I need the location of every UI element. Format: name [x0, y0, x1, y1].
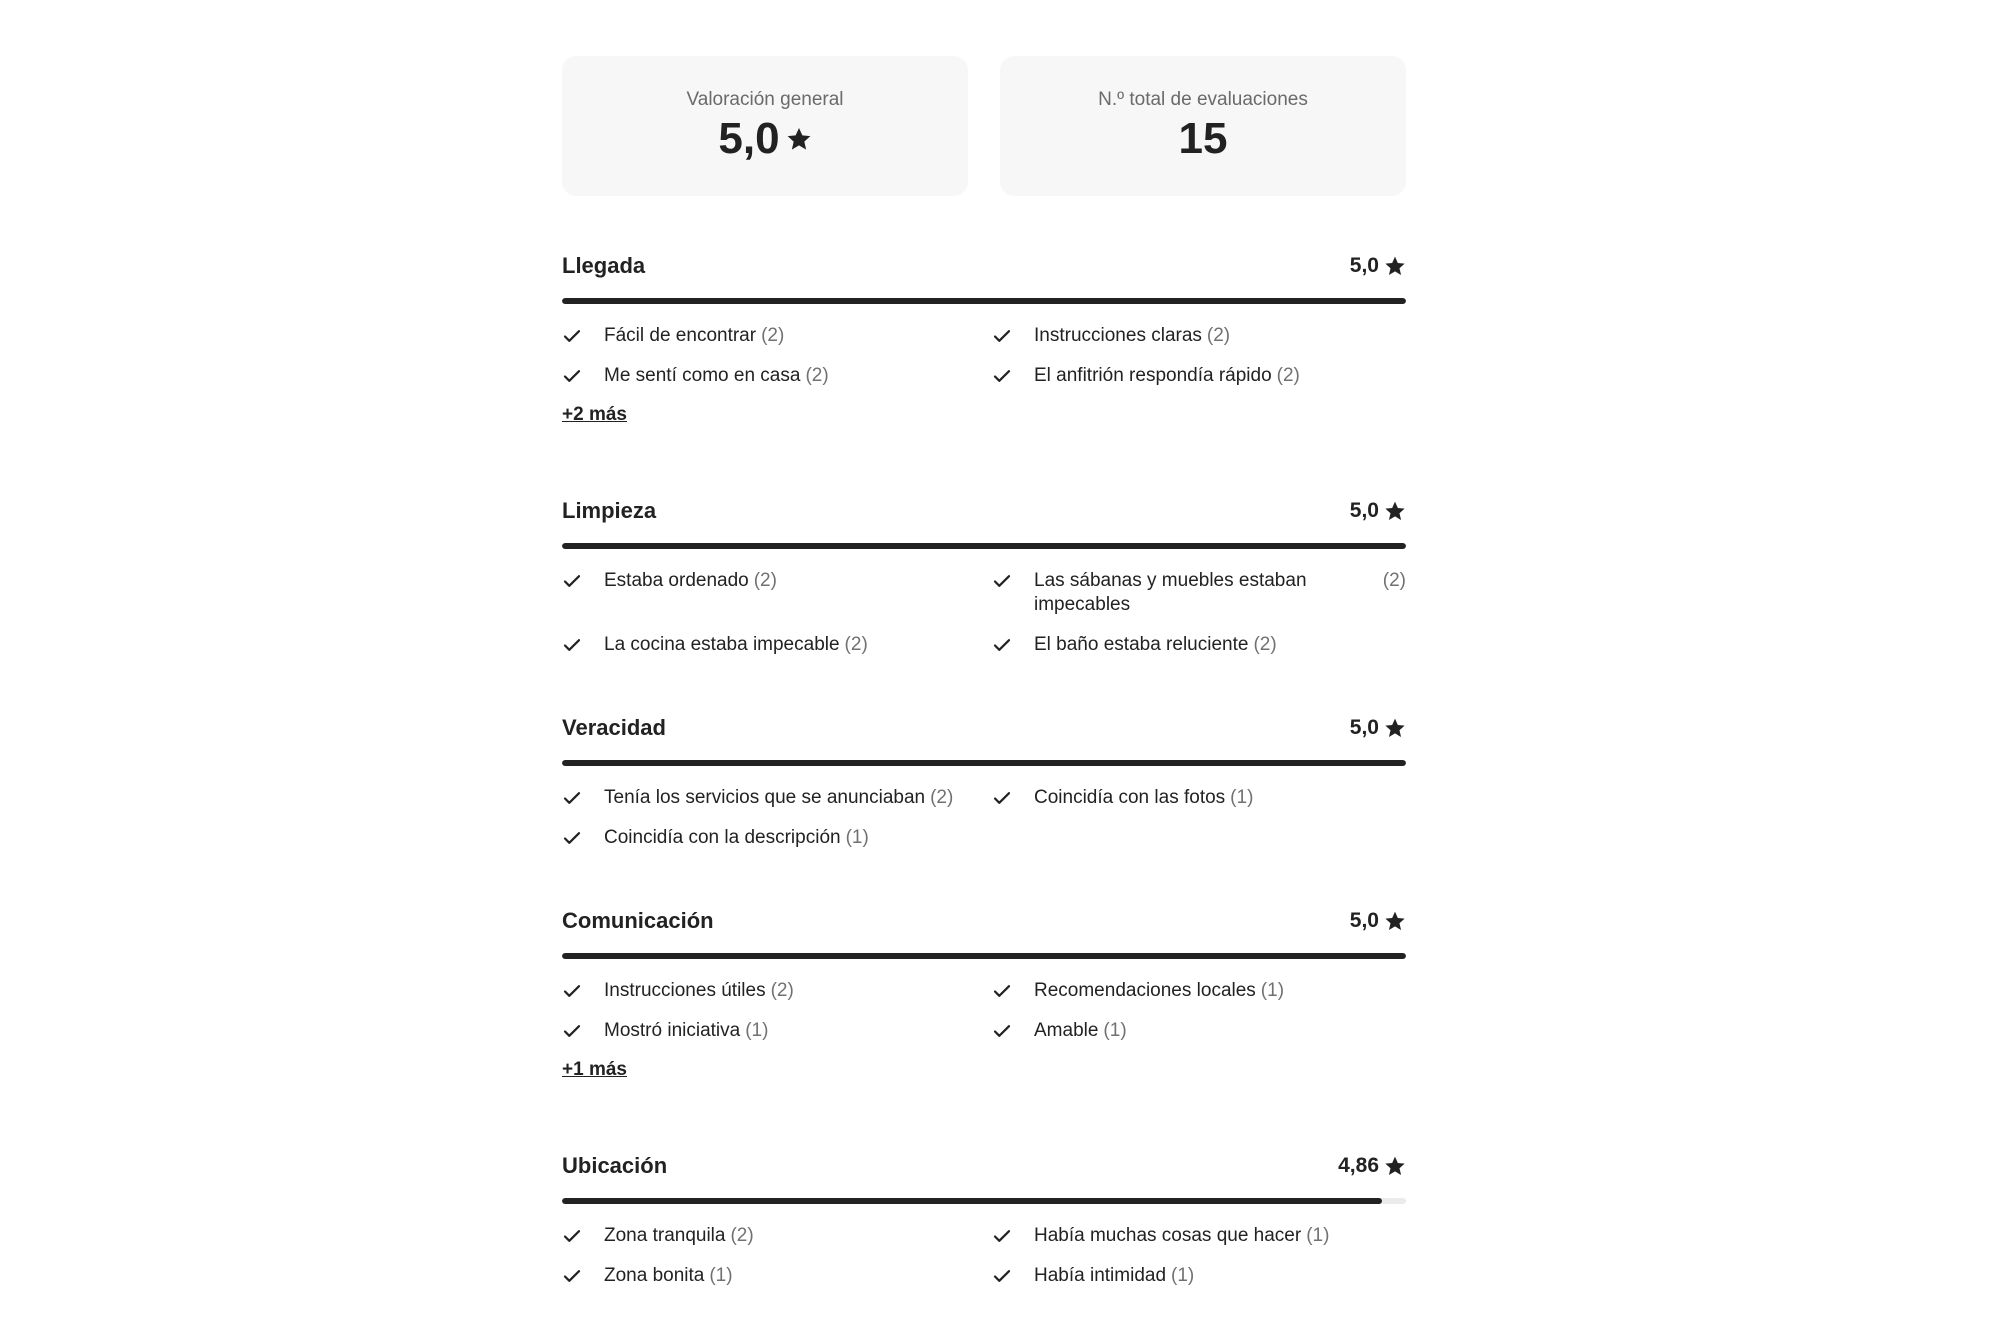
category-items	[562, 1224, 1406, 1288]
category-item-text: Zona bonita	[604, 1265, 705, 1286]
category-rating-bar	[562, 760, 1406, 766]
category-score-row	[1338, 1154, 1406, 1178]
category-item-text: Mostró iniciativa	[604, 1020, 741, 1041]
category-item	[992, 324, 1406, 348]
category-item	[992, 633, 1406, 657]
category-item-count: (1)	[1171, 1265, 1195, 1286]
category-item-count: (2)	[730, 1225, 754, 1246]
show-more-link[interactable]: +1 más	[562, 1059, 627, 1080]
star-icon	[1384, 1155, 1406, 1177]
category-item-count: (2)	[844, 634, 868, 655]
category-item	[562, 633, 992, 657]
category-item	[992, 979, 1406, 1003]
category-item	[992, 786, 1406, 810]
category-item	[562, 826, 992, 850]
category-rating-bar-fill	[562, 543, 1406, 549]
overall-rating-value: 5,0	[718, 114, 780, 163]
category-item-count: (1)	[709, 1265, 733, 1286]
check-icon	[992, 571, 1012, 591]
star-icon	[786, 126, 812, 152]
category-item-text: Coincidía con las fotos	[1034, 787, 1226, 808]
total-reviews-label: N.º total de evaluaciones	[1098, 89, 1308, 110]
category-item-count: (2)	[1206, 325, 1231, 346]
category-item-count: (2)	[753, 570, 777, 591]
category-item	[562, 569, 992, 617]
category-header	[562, 708, 1406, 748]
category-title: Comunicación	[562, 908, 714, 933]
category-score-row	[1350, 499, 1406, 523]
category-item-count: (1)	[1103, 1020, 1127, 1041]
category-item-text: Coincidía con la descripción	[604, 827, 841, 848]
category-header	[562, 901, 1406, 941]
check-icon	[562, 326, 582, 346]
star-icon	[1384, 910, 1406, 932]
category-score-row	[1350, 716, 1406, 740]
category-item	[992, 1019, 1406, 1043]
category-items	[562, 979, 1406, 1043]
category-item-text: Me sentí como en casa	[604, 365, 801, 386]
category-item-count: (2)	[1253, 634, 1277, 655]
category-item	[562, 1264, 992, 1288]
category-item-text: Amable	[1034, 1020, 1099, 1041]
category-rating-bar	[562, 1198, 1406, 1204]
ratings-panel	[562, 56, 1406, 1286]
category-items	[562, 324, 1406, 388]
category-item	[992, 1264, 1406, 1288]
check-icon	[992, 981, 1012, 1001]
category-title: Veracidad	[562, 715, 666, 740]
check-icon	[562, 1226, 582, 1246]
category-score: 5,0	[1349, 909, 1379, 932]
category-score-row	[1350, 909, 1406, 933]
check-icon	[562, 366, 582, 386]
category-rating-bar-fill	[562, 1198, 1382, 1204]
category-item	[562, 1224, 992, 1248]
category-score: 5,0	[1349, 499, 1379, 522]
category-score: 4,86	[1338, 1154, 1379, 1177]
overall-rating-card	[562, 56, 968, 196]
check-icon	[562, 1266, 582, 1286]
category-item-text: Tenía los servicios que se anunciaban	[604, 787, 926, 808]
check-icon	[992, 635, 1012, 655]
show-more-link[interactable]: +2 más	[562, 404, 627, 425]
category-item-count: (2)	[1276, 365, 1300, 386]
category-header	[562, 1146, 1406, 1186]
category-rating-bar-fill	[562, 298, 1406, 304]
category-item-count: (1)	[1306, 1225, 1330, 1246]
category-header	[562, 491, 1406, 531]
category-item-count: (1)	[1260, 980, 1285, 1001]
check-icon	[562, 828, 582, 848]
category-item	[562, 1019, 992, 1043]
category-item-count: (2)	[1382, 570, 1406, 591]
category-item-count: (1)	[745, 1020, 769, 1041]
category-item-text: Estaba ordenado	[604, 570, 749, 591]
rating-category	[562, 246, 1406, 426]
category-rating-bar-fill	[562, 953, 1406, 959]
category-item-text: Instrucciones útiles	[604, 980, 766, 1001]
category-item-count: (2)	[930, 787, 954, 808]
category-item-text: El baño estaba reluciente	[1034, 634, 1249, 655]
total-reviews-card	[1000, 56, 1406, 196]
category-title: Limpieza	[562, 498, 657, 523]
category-score: 5,0	[1349, 716, 1379, 739]
category-score-row	[1350, 254, 1406, 278]
category-header	[562, 246, 1406, 286]
category-score: 5,0	[1349, 254, 1379, 277]
rating-category	[562, 491, 1406, 657]
category-item	[992, 364, 1406, 388]
check-icon	[562, 571, 582, 591]
check-icon	[992, 788, 1012, 808]
category-item-text: Las sábanas y muebles estaban impecables	[1034, 570, 1307, 615]
category-items	[562, 786, 1406, 850]
overall-rating-value-row	[718, 115, 811, 163]
category-title: Llegada	[562, 253, 646, 278]
check-icon	[992, 1266, 1012, 1286]
summary-cards	[562, 56, 1406, 196]
category-item-count: (2)	[761, 325, 785, 346]
category-rating-bar	[562, 543, 1406, 549]
check-icon	[562, 635, 582, 655]
category-item-text: La cocina estaba impecable	[604, 634, 840, 655]
category-item-text: Había intimidad	[1034, 1265, 1167, 1286]
star-icon	[1384, 255, 1406, 277]
rating-category	[562, 1146, 1406, 1288]
check-icon	[562, 1021, 582, 1041]
star-icon	[1384, 717, 1406, 739]
category-item	[562, 324, 992, 348]
category-item	[992, 1224, 1406, 1248]
category-item	[562, 786, 992, 810]
check-icon	[562, 788, 582, 808]
category-item-text: El anfitrión respondía rápido	[1034, 365, 1272, 386]
category-item-count: (1)	[845, 827, 869, 848]
category-item	[562, 979, 992, 1003]
rating-category	[562, 901, 1406, 1081]
category-item	[992, 569, 1406, 617]
check-icon	[992, 326, 1012, 346]
category-items	[562, 569, 1406, 657]
category-item-count: (1)	[1230, 787, 1254, 808]
check-icon	[992, 366, 1012, 386]
overall-rating-label: Valoración general	[686, 89, 844, 110]
rating-category	[562, 708, 1406, 850]
check-icon	[992, 1021, 1012, 1041]
category-rating-bar-fill	[562, 760, 1406, 766]
check-icon	[992, 1226, 1012, 1246]
total-reviews-value: 15	[1178, 114, 1228, 163]
category-rating-bar	[562, 953, 1406, 959]
category-item	[562, 364, 992, 388]
star-icon	[1384, 500, 1406, 522]
category-title: Ubicación	[562, 1153, 668, 1178]
category-item-count: (2)	[770, 980, 794, 1001]
category-item-text: Recomendaciones locales	[1034, 980, 1256, 1001]
category-item-text: Zona tranquila	[604, 1225, 726, 1246]
category-item-text: Fácil de encontrar	[604, 325, 757, 346]
check-icon	[562, 981, 582, 1001]
category-item-text: Había muchas cosas que hacer	[1034, 1225, 1302, 1246]
category-rating-bar	[562, 298, 1406, 304]
category-item-text: Instrucciones claras	[1034, 325, 1202, 346]
category-item-count: (2)	[805, 365, 829, 386]
